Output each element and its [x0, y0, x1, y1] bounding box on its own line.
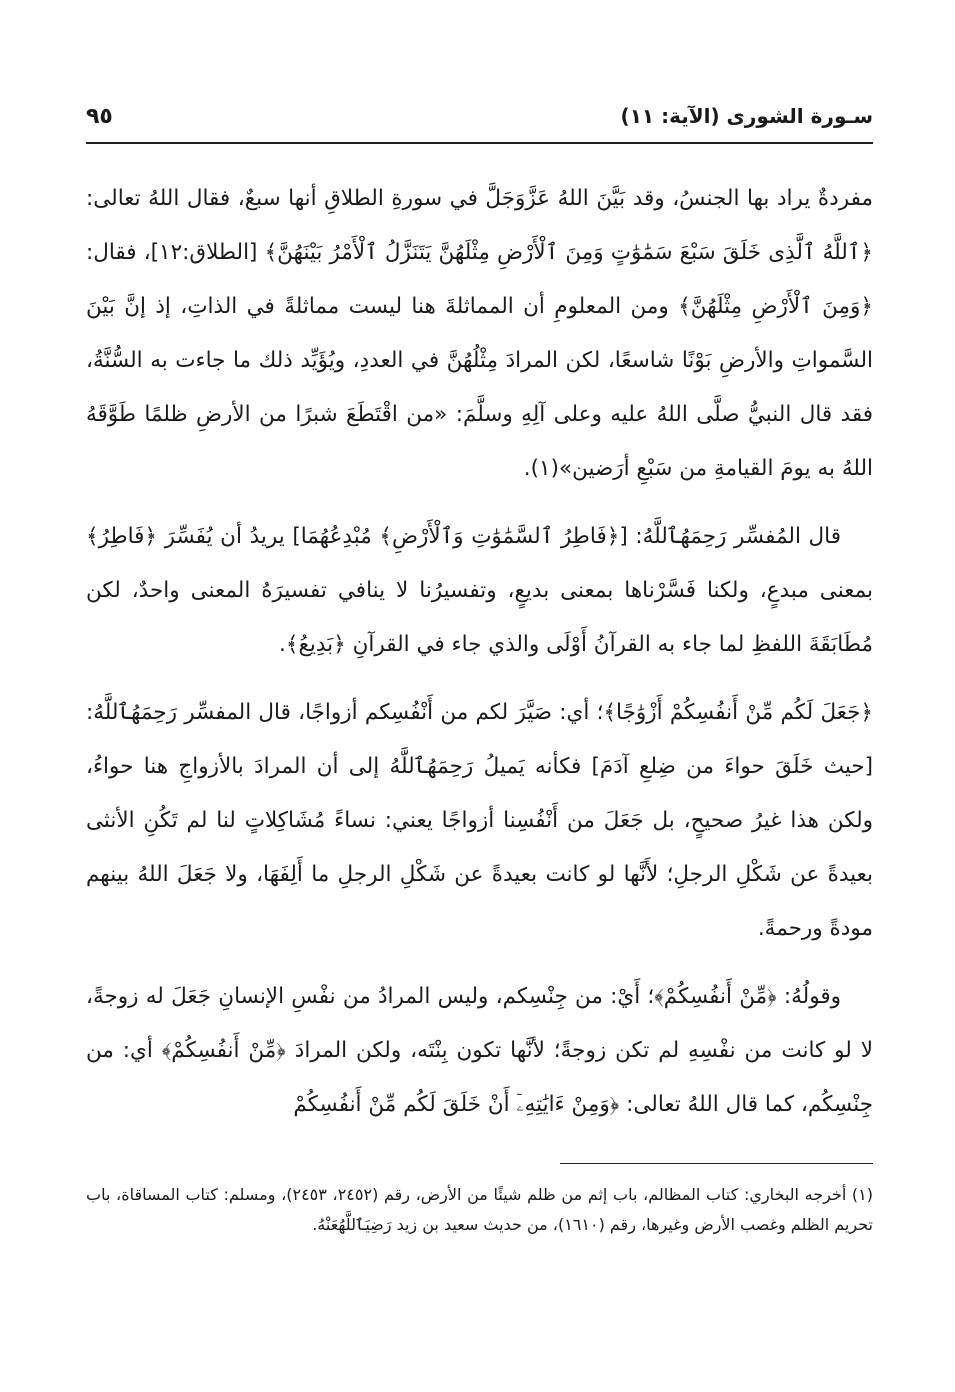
footnote-1: (١) أخرجه البخاري: كتاب المظالم، باب إثم من ظلم شيئًا من الأرض، رقم (٢٤٥٢، ٢٤٥٣)، ومسلم: كتاب المساقاة، باب تحريم الظلم وغصب الأرض وغيرها، رقم (١٦١٠)، من حديث سعيد بن زيد رَضِيَٱللَّهُعَنْهُ. [86, 1185, 874, 1234]
header-divider [86, 142, 873, 144]
footnote-divider [560, 1163, 873, 1164]
footnotes [86, 1180, 873, 1240]
paragraph-1: مفردةٌ يراد بها الجنسُ، وقد بَيَّنَ اللهُ عَزَّوَجَلَّ في سورةِ الطلاقِ أنها سبعٌ، فقال اللهُ تعالى: ﴿ٱللَّهُ ٱلَّذِى خَلَقَ سَبْعَ سَمَٰوَٰتٍ وَمِنَ ٱلْأَرْضِ مِثْلَهُنَّ يَتَنَزَّلُ ٱلْأَمْرُ بَيْنَهُنَّ﴾ [الطلاق:١٢]، فقال: ﴿وَمِنَ ٱلْأَرْضِ مِثْلَهُنَّ﴾ ومن المعلومِ أن المماثلةَ هنا ليست مماثلةً في الذاتِ، إذ إنَّ بَيْنَ السَّمواتِ والأرضِ بَوْنًا شاسعًا، لكن المرادَ مِثْلُهُنَّ في العددِ، ويُؤَيِّد ذلك ما جاءت به السُّنَّةُ، فقد قال النبيُّ صلَّى اللهُ عليه وعلى آلِهِ وسلَّمَ: «من اقْتَطَعَ شبرًا من الأرضِ ظلمًا طَوَّقَهُ اللهُ به يومَ القيامةِ من سَبْعِ أرَضين»(١). [86, 186, 873, 481]
running-title: سـورة الشورى (الآية: ١١) [620, 104, 873, 128]
paragraph-3: ﴿جَعَلَ لَكُم مِّنْ أَنفُسِكُمْ أَزْوَٰجًا﴾؛ أي: صَيَّرَ لكم من أَنْفُسِكم أزواجًا، قال المفسِّر رَحِمَهُٱللَّهُ: [حيث خَلَقَ حواءَ من ضِلعِ آدَمَ] فكأنه يَميلُ رَحِمَهُٱللَّهُ إلى أن المرادَ بالأزواجِ هنا حواءُ، ولكن هذا غيرُ صحيحٍ، بل جَعَلَ من أَنْفُسِنا أزواجًا يعني: نساءً مُشَاكِلاتٍ لنا لم تَكُنِ الأنثى بعيدةً عن شَكْلِ الرجلِ؛ لأَنَّها لو كانت بعيدةً عن شَكْلِ الرجلِ ما أَلِفَهَا، ولا جَعَلَ اللهُ بينهم مودةً ورحمةً. [86, 700, 873, 941]
paragraph-2: قال المُفسِّر رَحِمَهُٱللَّهُ: [﴿فَاطِرُ ٱلسَّمَٰوَٰتِ وَٱلْأَرْضِ﴾ مُبْدِعُهُمَا] يريدُ أن يُفَسِّرَ ﴿فَاطِرُ﴾ بمعنى مبدعٍ، ولكنا فَسَّرْناها بمعنى بديعٍ، وتفسيرُنا لا ينافي تفسيرَهُ المعنى واحدٌ، لكن مُطَابَقَةَ اللفظِ لما جاء به القرآنُ أَوْلَى والذي جاء في القرآنِ ﴿بَدِيعُ﴾. [86, 524, 873, 657]
main-text [86, 172, 873, 1146]
page-header [86, 100, 873, 140]
page-number: ٩٥ [86, 104, 113, 129]
paragraph-4: وقولُهُ: ﴿مِّنْ أَنفُسِكُمْ﴾؛ أَيْ: من جِنْسِكم، وليس المرادُ من نفْسِ الإنسانِ جَعَلَ له زوجةً، لا لو كانت من نفْسِهِ لم تكن زوجةً؛ لأنَّها تكون بِنْتَه، ولكن المرادَ ﴿مِّنْ أَنفُسِكُمْ﴾ أي: من جِنْسِكُم، كما قال اللهُ تعالى: ﴿وَمِنْ ءَايَٰتِهِۦٓ أَنْ خَلَقَ لَكُم مِّنْ أَنفُسِكُمْ [86, 984, 873, 1117]
